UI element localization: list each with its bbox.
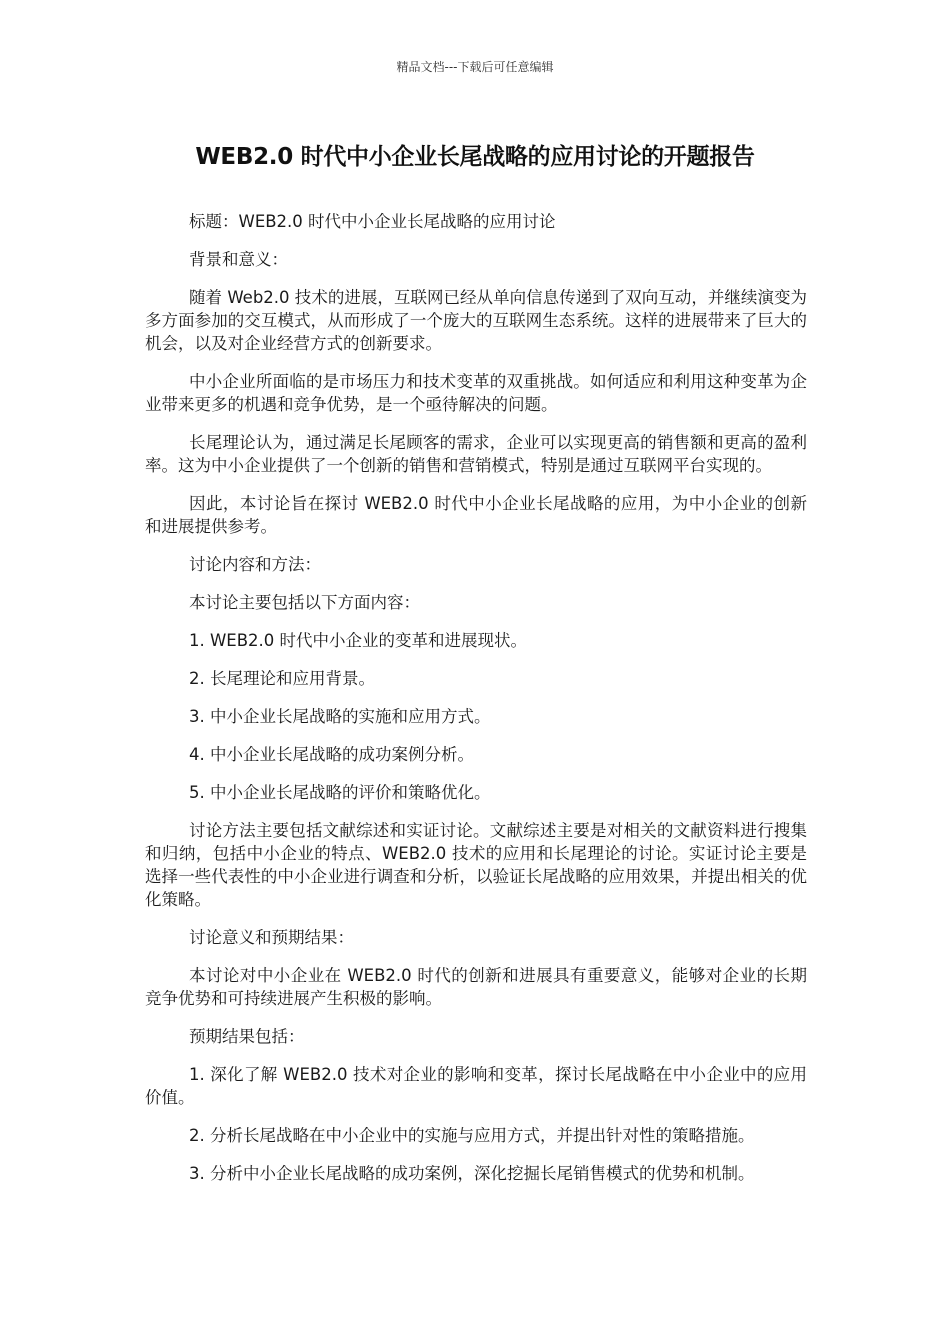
body-paragraph: 本讨论主要包括以下方面内容： <box>189 593 420 612</box>
document-title: WEB2.0 时代中小企业长尾战略的应用讨论的开题报告 <box>195 144 755 170</box>
body-paragraph: 中小企业所面临的是市场压力和技术变革的双重挑战。如何适应和利用这种变革为企业带来更多的机遇和竞争优势，是一个亟待解决的问题。 <box>145 372 807 414</box>
list-item: 1. WEB2.0 时代中小企业的变革和进展现状。 <box>189 631 528 650</box>
list-item: 2. 长尾理论和应用背景。 <box>189 669 375 688</box>
section-heading-significance: 讨论意义和预期结果： <box>189 928 354 947</box>
subject-line: 标题：WEB2.0 时代中小企业长尾战略的应用讨论 <box>189 212 556 231</box>
body-paragraph: 预期结果包括： <box>189 1027 305 1046</box>
list-item: 1. 深化了解 WEB2.0 技术对企业的影响和变革，探讨长尾战略在中小企业中的应用价值。 <box>145 1065 807 1107</box>
list-item: 2. 分析长尾战略在中小企业中的实施与应用方式，并提出针对性的策略措施。 <box>189 1126 755 1145</box>
list-item: 3. 分析中小企业长尾战略的成功案例，深化挖掘长尾销售模式的优势和机制。 <box>189 1164 755 1183</box>
header-note: 精品文档---下载后可任意编辑 <box>396 60 554 74</box>
list-item: 4. 中小企业长尾战略的成功案例分析。 <box>189 745 474 764</box>
section-heading-content-method: 讨论内容和方法： <box>189 555 321 574</box>
list-item: 3. 中小企业长尾战略的实施和应用方式。 <box>189 707 491 726</box>
body-paragraph: 本讨论对中小企业在 WEB2.0 时代的创新和进展具有重要意义，能够对企业的长期竞争优势和可持续进展产生积极的影响。 <box>145 966 807 1008</box>
body-paragraph: 随着 Web2.0 技术的进展，互联网已经从单向信息传递到了双向互动，并继续演变为多方面参加的交互模式，从而形成了一个庞大的互联网生态系统。这样的进展带来了巨大的机会，以及对企业经营方式的创新要求。 <box>145 288 807 353</box>
section-heading-background: 背景和意义： <box>189 250 288 269</box>
document-body <box>145 210 807 1200</box>
body-paragraph: 长尾理论认为，通过满足长尾顾客的需求，企业可以实现更高的销售额和更高的盈利率。这为中小企业提供了一个创新的销售和营销模式，特别是通过互联网平台实现的。 <box>145 433 807 475</box>
body-paragraph: 因此，本讨论旨在探讨 WEB2.0 时代中小企业长尾战略的应用，为中小企业的创新和进展提供参考。 <box>145 494 807 536</box>
list-item: 5. 中小企业长尾战略的评价和策略优化。 <box>189 783 491 802</box>
body-paragraph: 讨论方法主要包括文献综述和实证讨论。文献综述主要是对相关的文献资料进行搜集和归纳，包括中小企业的特点、WEB2.0 技术的应用和长尾理论的讨论。实证讨论主要是选择一些代表性的中小企业进行调查和分析，以验证长尾战略的应用效果，并提出相关的优化策略。 <box>145 821 807 909</box>
